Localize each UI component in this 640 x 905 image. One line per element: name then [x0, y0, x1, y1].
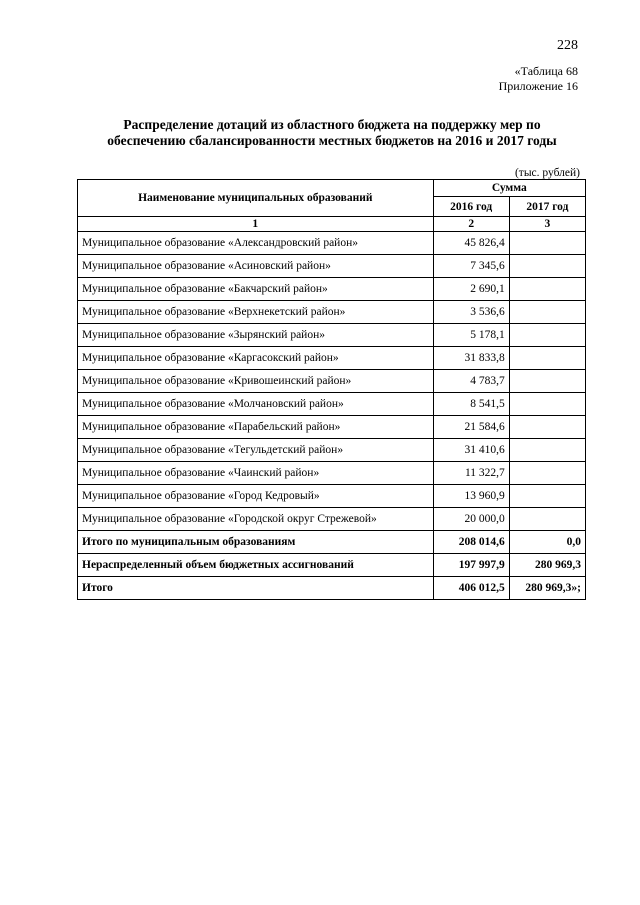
value-2016-cell: 4 783,7	[433, 370, 509, 393]
value-2016-cell: 7 345,6	[433, 255, 509, 278]
municipality-name-cell: Муниципальное образование «Парабельский район»	[78, 416, 434, 439]
value-2017-cell	[509, 462, 585, 485]
value-2017-cell: 280 969,3	[509, 554, 585, 577]
value-2016-cell: 8 541,5	[433, 393, 509, 416]
document-title-line: обеспечению сбалансированности местных бюджетов на 2016 и 2017 годы	[107, 133, 557, 148]
table-row	[78, 416, 586, 439]
value-2017-cell	[509, 324, 585, 347]
table-row	[78, 508, 586, 531]
value-2017-cell	[509, 416, 585, 439]
value-2017-cell	[509, 485, 585, 508]
table-row	[78, 462, 586, 485]
value-2017-cell	[509, 347, 585, 370]
value-2016-cell: 208 014,6	[433, 531, 509, 554]
page-number: 228	[557, 38, 578, 53]
value-2017-cell	[509, 232, 585, 255]
units-note: (тыс. рублей)	[514, 167, 580, 179]
header-year-2016: 2016 год	[433, 197, 509, 217]
value-2016-cell: 2 690,1	[433, 278, 509, 301]
value-2016-cell: 3 536,6	[433, 301, 509, 324]
value-2017-cell	[509, 255, 585, 278]
value-2017-cell	[509, 439, 585, 462]
municipality-name-cell: Муниципальное образование «Александровский район»	[78, 232, 434, 255]
column-number: 2	[433, 217, 509, 232]
value-2017-cell	[509, 370, 585, 393]
value-2016-cell: 406 012,5	[433, 577, 509, 600]
table-row	[78, 278, 586, 301]
municipality-name-cell: Муниципальное образование «Бакчарский район»	[78, 278, 434, 301]
header-year-2017: 2017 год	[509, 197, 585, 217]
table-row	[78, 324, 586, 347]
value-2017-cell	[509, 508, 585, 531]
value-2016-cell: 20 000,0	[433, 508, 509, 531]
value-2016-cell: 11 322,7	[433, 462, 509, 485]
municipality-name-cell: Муниципальное образование «Городской округ Стрежевой»	[78, 508, 434, 531]
municipality-name-cell: Муниципальное образование «Зырянский район»	[78, 324, 434, 347]
table-row	[78, 439, 586, 462]
municipality-name-cell: Муниципальное образование «Верхнекетский район»	[78, 301, 434, 324]
total-row	[78, 577, 586, 600]
municipality-name-cell: Нераспределенный объем бюджетных ассигнований	[78, 554, 434, 577]
header-municipality-name: Наименование муниципальных образований	[78, 180, 434, 217]
value-2016-cell: 197 997,9	[433, 554, 509, 577]
table-row	[78, 393, 586, 416]
header-sum: Сумма	[433, 180, 585, 197]
table-row	[78, 347, 586, 370]
value-2016-cell: 21 584,6	[433, 416, 509, 439]
table-row	[78, 485, 586, 508]
table-row	[78, 255, 586, 278]
document-title	[78, 117, 586, 149]
municipality-name-cell: Муниципальное образование «Чаинский район»	[78, 462, 434, 485]
municipality-name-cell: Муниципальное образование «Тегульдетский район»	[78, 439, 434, 462]
value-2016-cell: 45 826,4	[433, 232, 509, 255]
column-number: 1	[78, 217, 434, 232]
municipality-name-cell: Итого по муниципальным образованиям	[78, 531, 434, 554]
total-row	[78, 554, 586, 577]
column-number: 3	[509, 217, 585, 232]
value-2016-cell: 13 960,9	[433, 485, 509, 508]
municipality-name-cell: Муниципальное образование «Кривошеинский район»	[78, 370, 434, 393]
table-row	[78, 370, 586, 393]
municipality-name-cell: Муниципальное образование «Город Кедровый»	[78, 485, 434, 508]
municipality-name-cell: Муниципальное образование «Каргасокский район»	[78, 347, 434, 370]
table-row	[78, 301, 586, 324]
value-2017-cell	[509, 278, 585, 301]
value-2017-cell: 280 969,3»;	[509, 577, 585, 600]
table-reference-note	[499, 64, 578, 94]
appendix-reference-line: Приложение 16	[498, 79, 578, 93]
document-title-line: Распределение дотаций из областного бюджета на поддержку мер по	[123, 117, 541, 132]
value-2016-cell: 31 410,6	[433, 439, 509, 462]
value-2016-cell: 31 833,8	[433, 347, 509, 370]
municipality-name-cell: Итого	[78, 577, 434, 600]
value-2017-cell	[509, 393, 585, 416]
budget-table	[77, 179, 586, 600]
municipality-name-cell: Муниципальное образование «Асиновский район»	[78, 255, 434, 278]
value-2017-cell: 0,0	[509, 531, 585, 554]
value-2017-cell	[509, 301, 585, 324]
municipality-name-cell: Муниципальное образование «Молчановский район»	[78, 393, 434, 416]
value-2016-cell: 5 178,1	[433, 324, 509, 347]
table-reference-line: «Таблица 68	[514, 64, 578, 78]
table-row	[78, 232, 586, 255]
total-row	[78, 531, 586, 554]
